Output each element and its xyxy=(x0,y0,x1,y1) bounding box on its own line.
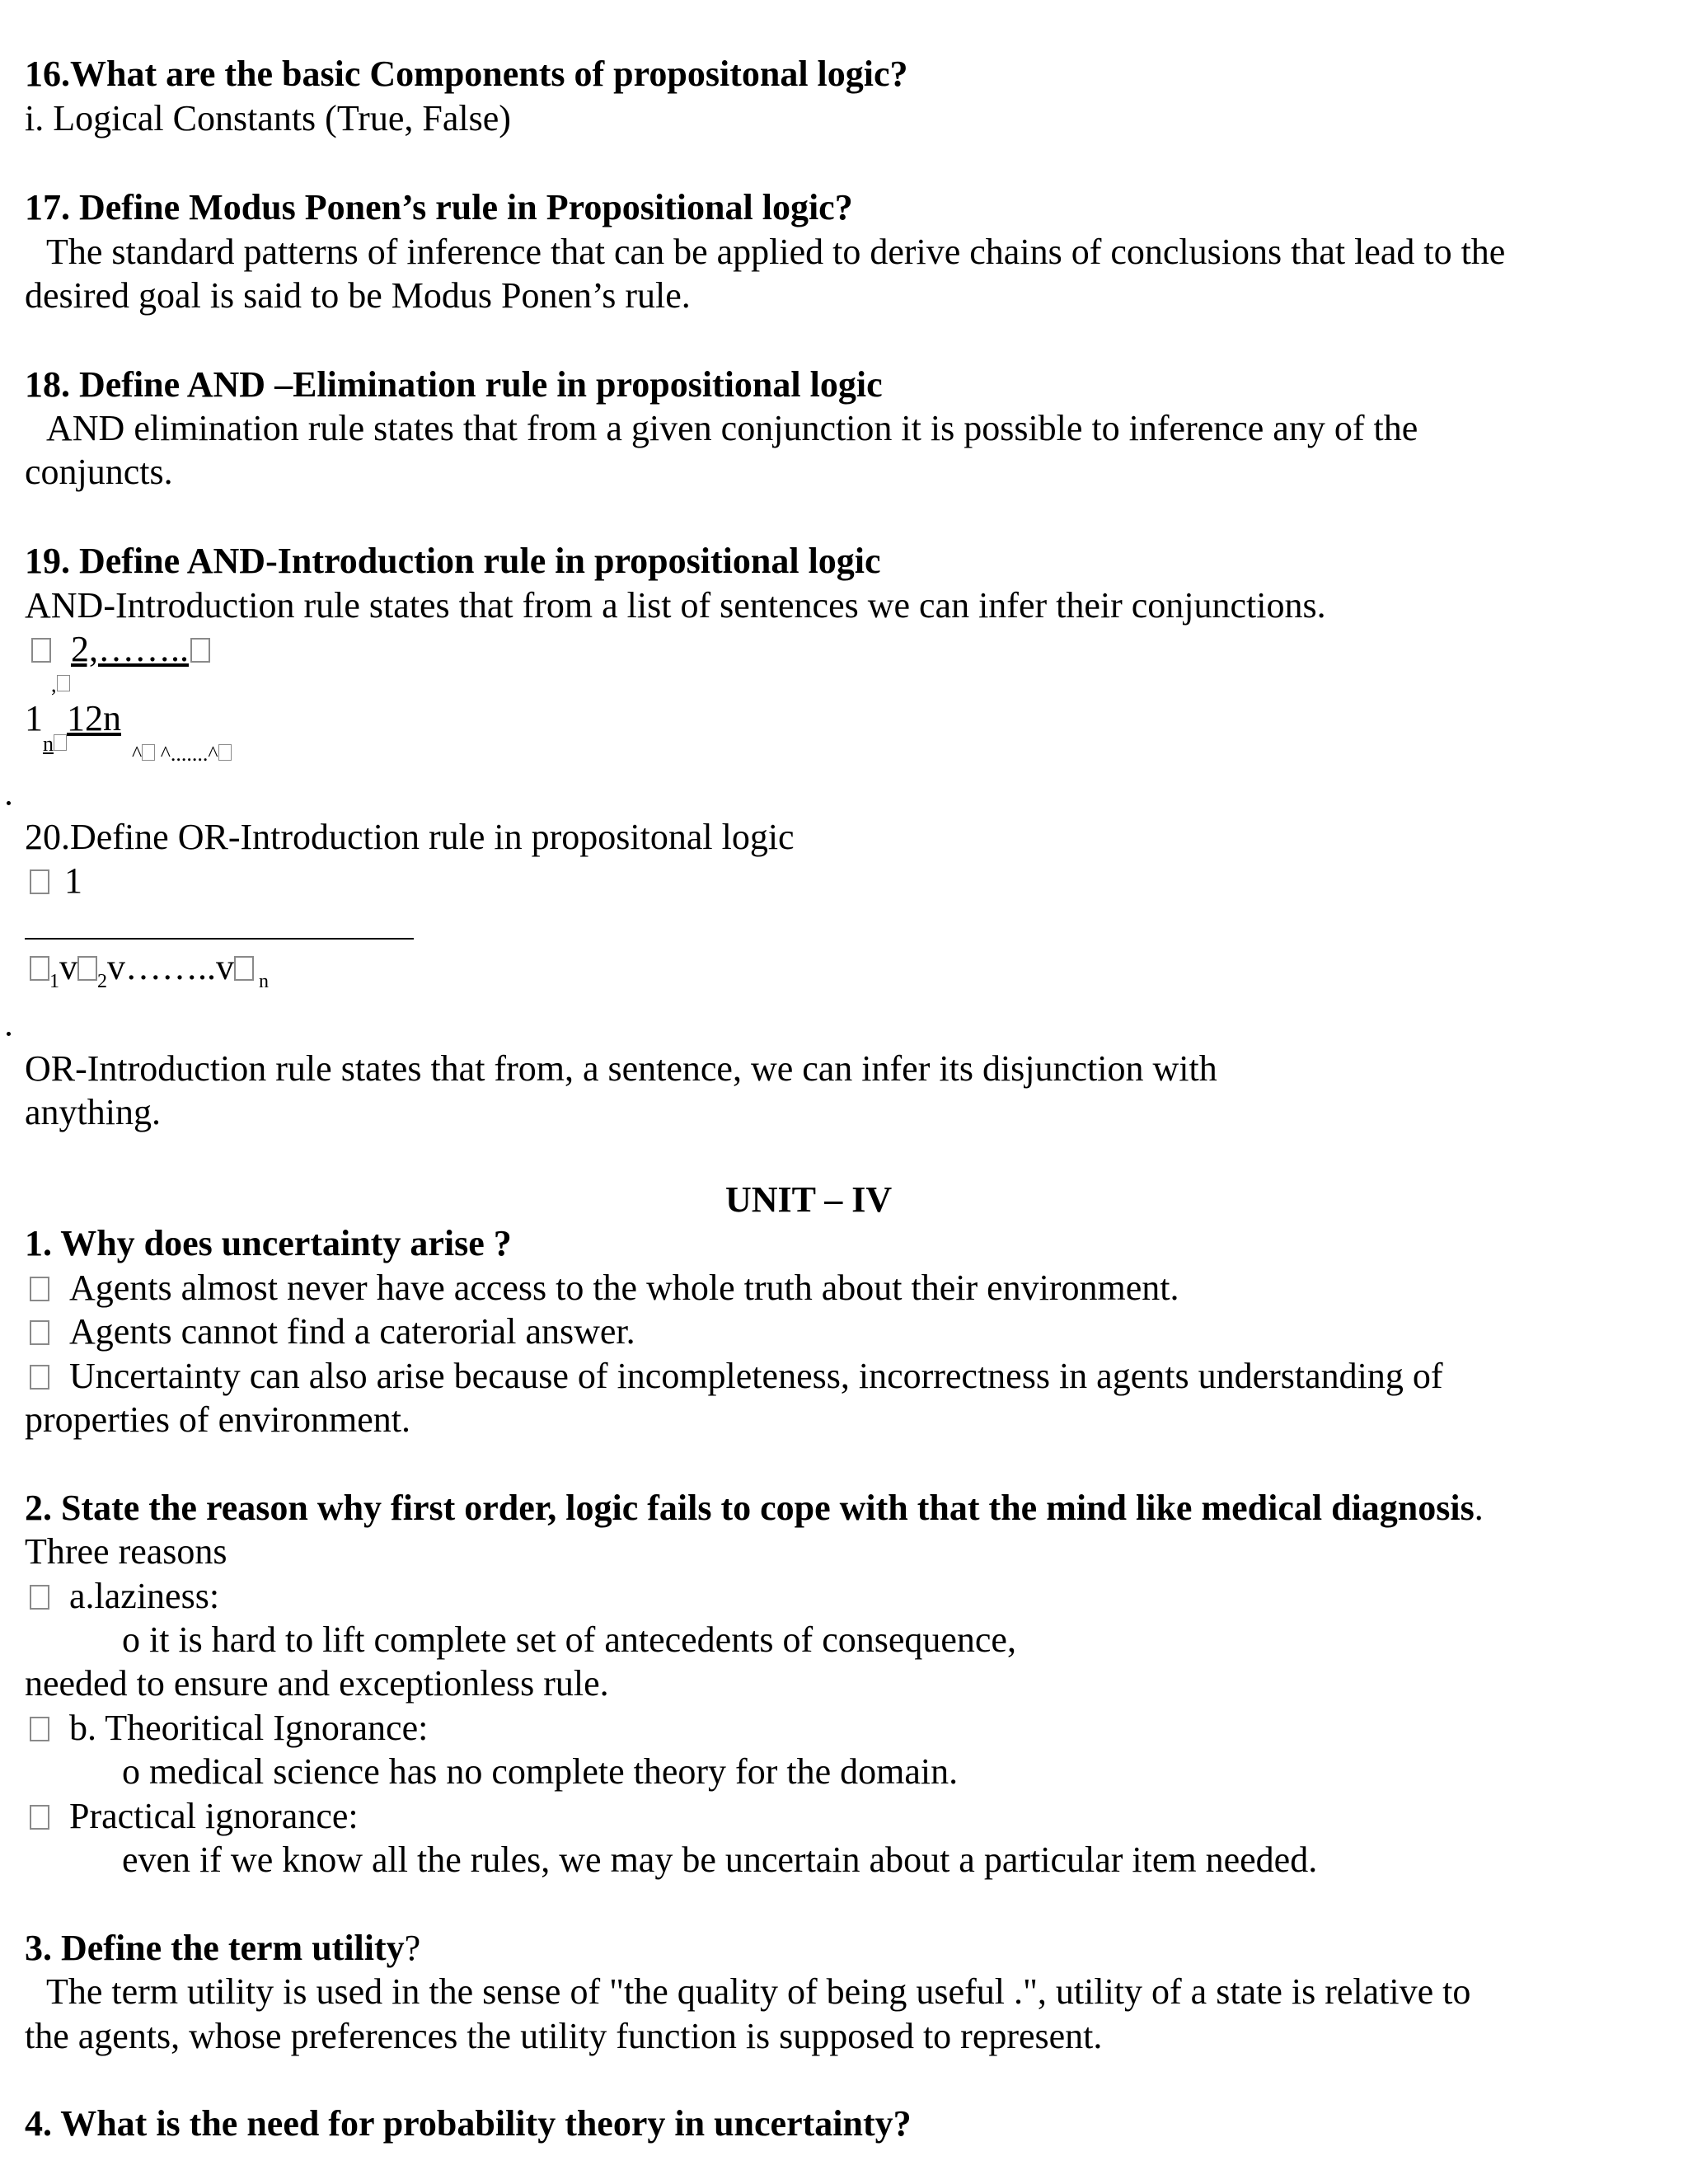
q20-vseq: v……..v xyxy=(107,947,234,987)
q19-formula-top xyxy=(31,631,210,668)
bullet-box-icon xyxy=(30,1320,49,1345)
symbol-box-icon xyxy=(218,744,232,761)
symbol-box-icon xyxy=(30,869,49,894)
u1-bullet-1 xyxy=(30,1270,1179,1306)
q17-line-1: The standard patterns of inference that can be applied to derive chains of conclusions that lead to the xyxy=(46,232,1506,272)
u1-bullet-3-cont: properties of environment. xyxy=(25,1399,410,1440)
bullet-box-icon xyxy=(30,1585,49,1610)
u1-bullet-1-text: Agents almost never have access to the whole truth about their environment. xyxy=(69,1268,1179,1308)
u2-reason-a xyxy=(30,1578,219,1615)
u1-bullet-2-text: Agents cannot find a caterorial answer. xyxy=(69,1311,635,1352)
q20-sub-n: n xyxy=(259,970,269,992)
q17-line-2: desired goal is said to be Modus Ponen’s rule. xyxy=(25,275,691,316)
u2-reason-b xyxy=(30,1710,428,1746)
q19-n-sub xyxy=(43,733,67,755)
q19-title: 19. Define AND-Introduction rule in propositional logic xyxy=(25,541,881,581)
q19-formula-mid xyxy=(25,698,121,738)
u2-reason-c-1: even if we know all the rules, we may be uncertain about a particular item needed. xyxy=(122,1840,1318,1880)
u2-title xyxy=(25,1490,1484,1526)
u1-bullet-2 xyxy=(30,1311,635,1352)
q16-title: 16.What are the basic Components of propositonal logic? xyxy=(25,54,908,94)
bullet-box-icon xyxy=(30,1365,49,1390)
q19-formula-seq: 2,…….. xyxy=(71,629,189,669)
symbol-box-icon xyxy=(54,734,67,751)
q19-caret: ^ xyxy=(132,742,143,766)
q19-indices: 12n xyxy=(67,698,121,738)
symbol-box-icon xyxy=(77,956,97,981)
q19-n: n xyxy=(43,732,54,756)
margin-dot xyxy=(7,801,11,805)
q19-caret-seq: ^.......^ xyxy=(155,742,218,766)
u3-title-tail: ? xyxy=(404,1928,421,1968)
bullet-box-icon xyxy=(30,1277,49,1301)
q19-one: 1 xyxy=(25,698,43,738)
u2-reason-c xyxy=(30,1798,359,1835)
u2-reason-a-text: a.laziness: xyxy=(69,1576,220,1616)
u2-intro: Three reasons xyxy=(25,1531,227,1572)
u2-title-tail: . xyxy=(1474,1488,1484,1528)
bullet-box-icon xyxy=(30,1805,49,1830)
q18-line-1: AND elimination rule states that from a given conjunction it is possible to inference any of the xyxy=(46,408,1418,448)
symbol-box-icon xyxy=(142,744,155,761)
u3-line-1: The term utility is used in the sense of "the quality of being useful .", utility of a state is relative to xyxy=(46,1971,1471,2012)
q19-formula-sub xyxy=(51,674,70,696)
q18-title: 18. Define AND –Elimination rule in propositional logic xyxy=(25,364,883,405)
q20-v: v xyxy=(59,947,77,987)
u1-bullet-3-text: Uncertainty can also arise because of incompleteness, incorrectness in agents understanding of xyxy=(69,1356,1443,1396)
q20-sub-1: 1 xyxy=(49,970,59,992)
u2-title-text: 2. State the reason why first order, logic fails to cope with that the mind like medical diagnosis xyxy=(25,1488,1475,1528)
u3-line-2: the agents, whose preferences the utility function is supposed to represent. xyxy=(25,2016,1103,2056)
q19-conj xyxy=(132,743,232,765)
q19-line-1: AND-Introduction rule states that from a list of sentences we can infer their conjunctions. xyxy=(25,585,1326,626)
u2-reason-a-2: needed to ensure and exceptionless rule. xyxy=(25,1663,609,1704)
u2-reason-a-1: o it is hard to lift complete set of antecedents of consequence, xyxy=(122,1619,1016,1660)
u2-reason-b-1: o medical science has no complete theory for the domain. xyxy=(122,1751,959,1792)
symbol-box-icon xyxy=(234,956,254,981)
margin-dot xyxy=(7,1032,11,1036)
u2-reason-b-text: b. Theoritical Ignorance: xyxy=(69,1708,429,1748)
bullet-box-icon xyxy=(30,1717,49,1741)
q17-title: 17. Define Modus Ponen’s rule in Propositional logic? xyxy=(25,187,853,227)
symbol-box-icon xyxy=(57,675,70,691)
u1-bullet-3 xyxy=(30,1358,1443,1394)
u3-title xyxy=(25,1930,420,1966)
symbol-box-icon xyxy=(31,638,51,663)
q20-inference-line xyxy=(25,938,414,940)
u4-title: 4. What is the need for probability theory in uncertainty? xyxy=(25,2103,912,2144)
q20-premise xyxy=(30,860,82,901)
q20-line-1: OR-Introduction rule states that from, a sentence, we can infer its disjunction with xyxy=(25,1048,1217,1089)
q20-title: 20.Define OR-Introduction rule in propositonal logic xyxy=(25,817,795,857)
q20-line-2: anything. xyxy=(25,1092,161,1132)
unit-heading: UNIT – IV xyxy=(725,1179,893,1220)
q16-line: i. Logical Constants (True, False) xyxy=(25,98,511,138)
symbol-box-icon xyxy=(190,638,210,663)
q20-sub-2: 2 xyxy=(97,970,107,992)
u1-title: 1. Why does uncertainty arise ? xyxy=(25,1223,512,1263)
u2-reason-c-text: Practical ignorance: xyxy=(69,1796,359,1836)
q19-comma: , xyxy=(51,673,57,696)
symbol-box-icon xyxy=(30,956,49,981)
u3-title-text: 3. Define the term utility xyxy=(25,1928,405,1968)
q20-formula xyxy=(30,949,269,991)
q20-one: 1 xyxy=(64,860,82,901)
q18-line-2: conjuncts. xyxy=(25,452,173,492)
